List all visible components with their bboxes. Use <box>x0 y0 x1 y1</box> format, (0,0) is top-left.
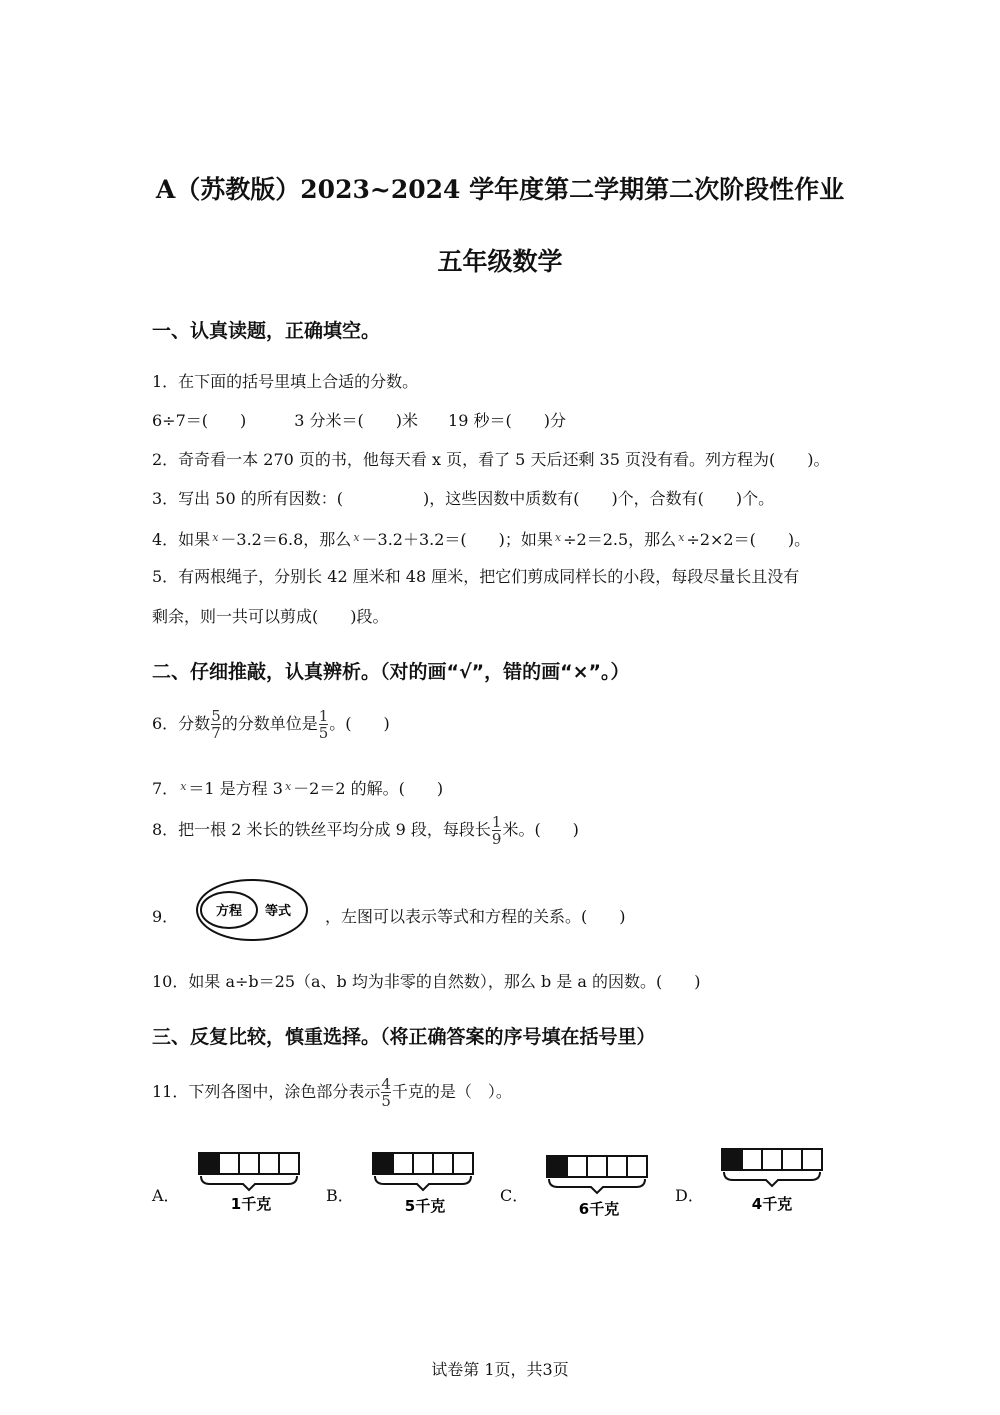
fraction-1-9: $\frac{1}{9}$ <box>491 813 502 848</box>
question-8: 8．把一根 2 米长的铁丝平均分成 9 段，每段长 $\frac{1}{9}$ 米。( ) <box>152 813 579 848</box>
venn-diagram <box>194 877 312 943</box>
option-d-label: 4千克 <box>751 1195 793 1213</box>
variable-x: x <box>180 780 187 793</box>
option-c-figure <box>544 1153 650 1221</box>
page-footer: 试卷第 1页，共3页 <box>431 1360 569 1379</box>
question-5-line-2: 剩余，则一共可以剪成( )段。 <box>152 607 389 626</box>
option-b-label: 5千克 <box>404 1197 446 1215</box>
option-a-label: 1千克 <box>230 1195 272 1213</box>
fraction-1-5: $\frac{1}{5}$ <box>318 707 329 742</box>
option-d-letter: D． <box>675 1186 704 1205</box>
page-title: A（苏教版）2023~2024 学年度第二学期第二次阶段性作业 <box>155 175 845 204</box>
question-1c: 19 秒＝( )分 <box>448 411 566 430</box>
question-4: 4．如果 $^x$ －3.2＝6.8，那么 $^x$ －3.2＋3.2＝( )；如果 $^x$ ÷2＝2.5，那么 $^x$ ÷2×2＝( )。 <box>152 530 811 549</box>
question-9-number: 9． <box>152 907 179 926</box>
fraction-4-5: $\frac{4}{5}$ <box>381 1075 391 1110</box>
question-2: 2．奇奇看一本 270 页的书，他每天看 x 页，看了 5 天后还剩 35 页没有看。列方程为( )。 <box>152 450 830 469</box>
option-b-figure <box>370 1150 476 1218</box>
question-10: 10．如果 a÷b＝25（a、b 均为非零的自然数），那么 b 是 a 的因数。( ) <box>152 972 701 991</box>
venn-outer-label: 等式 <box>264 904 292 919</box>
question-11: 11．下列各图中，涂色部分表示 $\frac{4}{5}$ 千克的是（ ）。 <box>152 1075 512 1110</box>
fraction-5-7: $\frac{5}{7}$ <box>211 707 221 742</box>
question-7: 7． $^x$ ＝1 是方程 3 $^x$ －2＝2 的解。( ) <box>152 779 444 798</box>
section-1-heading: 一、认真读题，正确填空。 <box>152 320 381 342</box>
question-5-line-1: 5．有两根绳子，分别长 42 厘米和 48 厘米，把它们剪成同样长的小段，每段尽量长且没有 <box>152 567 800 586</box>
option-a-letter: A． <box>152 1186 180 1205</box>
question-1b: 3 分米＝( )米 <box>294 411 419 430</box>
question-9-text: ，左图可以表示等式和方程的关系。( ) <box>325 907 626 926</box>
venn-inner-label: 方程 <box>215 904 243 919</box>
page-subtitle: 五年级数学 <box>437 247 563 276</box>
question-1-blanks <box>152 410 566 432</box>
option-c-letter: C． <box>500 1186 529 1205</box>
variable-x: x <box>212 531 219 544</box>
question-1a: 6÷7＝( ) <box>152 411 247 430</box>
variable-x: x <box>353 531 360 544</box>
variable-x: x <box>284 780 292 793</box>
variable-x: x <box>678 531 685 544</box>
option-d-figure <box>719 1146 823 1214</box>
option-a-figure <box>196 1150 302 1216</box>
section-2-heading: 二、仔细推敲，认真辨析。（对的画“√”，错的画“×”。） <box>152 661 630 683</box>
question-3: 3．写出 50 的所有因数：( )，这些因数中质数有( )个，合数有( )个。 <box>152 489 775 508</box>
question-6: 6．分数 $\frac{5}{7}$ 的分数单位是 $\frac{1}{5}$ 。( ) <box>152 707 390 742</box>
option-b-letter: B． <box>326 1186 354 1205</box>
question-1-text: 1．在下面的括号里填上合适的分数。 <box>152 372 419 391</box>
option-c-label: 6千克 <box>578 1200 620 1218</box>
variable-x: x <box>554 531 562 544</box>
section-3-heading: 三、反复比较，慎重选择。（将正确答案的序号填在括号里） <box>152 1026 656 1048</box>
